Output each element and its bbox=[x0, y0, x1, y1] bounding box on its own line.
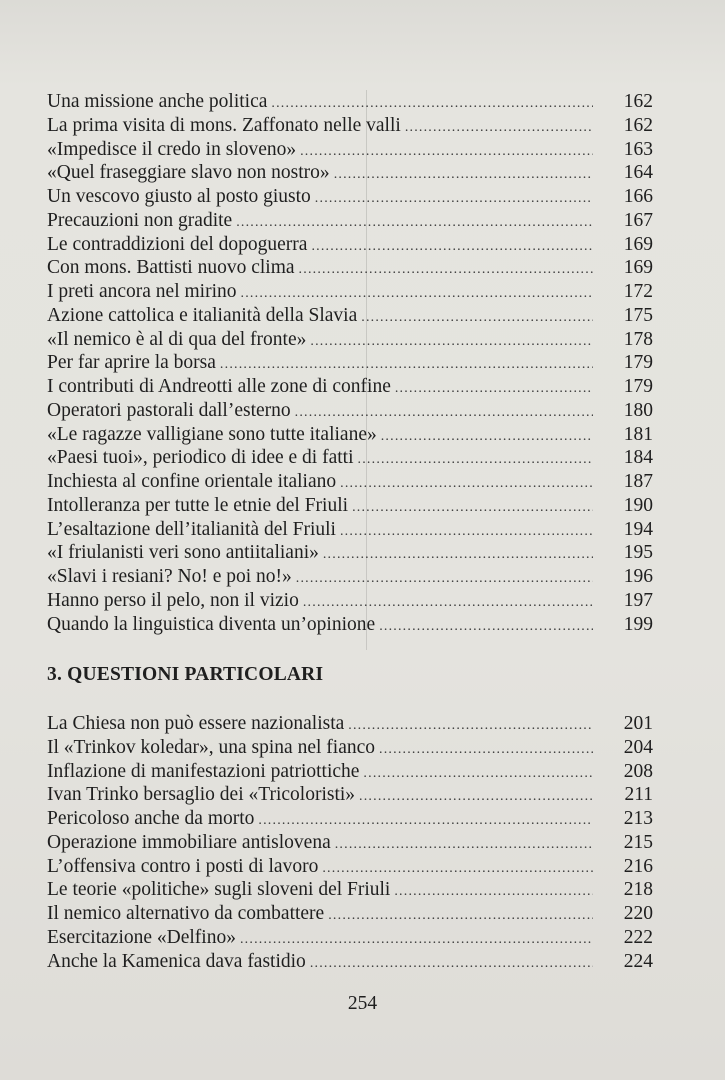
toc-entry bbox=[47, 90, 653, 114]
toc-entry bbox=[47, 807, 653, 831]
toc-entry-page: 195 bbox=[623, 542, 653, 564]
toc-entry-title: Operatori pastorali dall’esterno bbox=[47, 399, 291, 421]
dot-leader bbox=[358, 448, 593, 472]
toc-entry bbox=[47, 855, 653, 879]
toc-entry-title: Inflazione di manifestazioni patriottiche bbox=[47, 760, 360, 782]
dot-leader bbox=[220, 353, 593, 377]
toc-entry-title: Operazione immobiliare antislovena bbox=[47, 831, 331, 853]
toc-entry bbox=[47, 351, 653, 375]
toc-entry bbox=[47, 375, 653, 399]
toc-entry-page: 179 bbox=[623, 352, 653, 374]
page-number: 254 bbox=[347, 993, 378, 1014]
dot-leader bbox=[310, 330, 593, 354]
toc-entry-title: L’offensiva contro i posti di lavoro bbox=[47, 855, 319, 877]
toc-entry-page: 194 bbox=[623, 518, 653, 540]
dot-leader bbox=[241, 282, 593, 306]
dot-leader bbox=[271, 92, 593, 116]
dot-leader bbox=[328, 904, 593, 928]
toc-entry bbox=[47, 878, 653, 902]
dot-leader bbox=[323, 543, 593, 567]
toc-entry bbox=[47, 589, 653, 613]
dot-leader bbox=[296, 567, 593, 591]
toc-entry-page: 201 bbox=[623, 713, 653, 734]
toc-entry-title: Azione cattolica e italianità della Slavia bbox=[47, 304, 358, 326]
toc-entry bbox=[47, 565, 653, 589]
toc-entry-page: 208 bbox=[623, 760, 653, 782]
toc-entry-page: 180 bbox=[623, 399, 653, 421]
toc-entry-title: «Il nemico è al di qua del fronte» bbox=[47, 328, 307, 350]
dot-leader bbox=[335, 833, 593, 857]
toc-entry-title: Una missione anche politica bbox=[47, 91, 268, 112]
toc-entry-title: «Paesi tuoi», periodico di idee e di fatti bbox=[47, 447, 354, 469]
toc-entry-title: «Quel fraseggiare slavo non nostro» bbox=[47, 162, 330, 184]
toc-entry-page: 213 bbox=[623, 808, 653, 829]
toc-entry-title: Ivan Trinko bersaglio dei «Tricoloristi» bbox=[47, 784, 356, 806]
toc-entry-page: 162 bbox=[623, 91, 653, 112]
toc-entry-page: 184 bbox=[623, 447, 653, 469]
dot-leader bbox=[300, 140, 593, 164]
toc-entry-title: «Slavi i resiani? No! e poi no!» bbox=[47, 566, 292, 587]
toc-entry bbox=[47, 760, 653, 784]
toc-entry-title: Le teorie «politiche» sugli sloveni del Friuli bbox=[47, 879, 391, 901]
toc-entry bbox=[47, 541, 653, 565]
toc-entry-page: 175 bbox=[623, 304, 653, 326]
toc-entry bbox=[47, 280, 653, 304]
toc-entry-title: La prima visita di mons. Zaffonato nelle valli bbox=[47, 114, 401, 136]
toc-entry-title: I preti ancora nel mirino bbox=[47, 281, 237, 302]
dot-leader bbox=[303, 591, 593, 615]
toc-entry bbox=[47, 736, 653, 760]
toc-entry-title: «I friulanisti veri sono antiitaliani» bbox=[47, 542, 319, 564]
toc-entry bbox=[47, 233, 653, 257]
toc-entry-page: 166 bbox=[623, 186, 653, 207]
dot-leader bbox=[381, 425, 593, 449]
dot-leader bbox=[363, 762, 593, 786]
toc-entry bbox=[47, 114, 653, 138]
toc-entry-title: Per far aprire la borsa bbox=[47, 352, 216, 374]
toc-entry-page: 167 bbox=[623, 209, 653, 231]
dot-leader bbox=[340, 472, 593, 496]
dot-leader bbox=[359, 785, 593, 809]
toc-entry bbox=[47, 328, 653, 352]
toc-entry-page: 211 bbox=[624, 784, 653, 806]
toc-entry bbox=[47, 950, 653, 974]
toc-entry-title: Il nemico alternativo da combattere bbox=[47, 903, 325, 924]
toc-entry bbox=[47, 138, 653, 162]
toc-entry bbox=[47, 518, 653, 542]
dot-leader bbox=[258, 809, 593, 833]
dot-leader bbox=[340, 520, 593, 544]
toc-entry bbox=[47, 783, 653, 807]
toc-entry-page: 179 bbox=[623, 376, 653, 397]
toc-entry-title: Esercitazione «Delfino» bbox=[47, 926, 236, 948]
toc-entry-page: 169 bbox=[623, 257, 653, 279]
toc-entry-page: 199 bbox=[623, 613, 653, 635]
toc-entry-page: 164 bbox=[623, 162, 653, 184]
toc-list-part-2 bbox=[47, 712, 653, 973]
toc-entry-title: Il «Trinkov koledar», una spina nel fianco bbox=[47, 736, 376, 758]
dot-leader bbox=[236, 211, 593, 235]
dot-leader bbox=[361, 306, 593, 330]
toc-entry bbox=[47, 446, 653, 470]
toc-entry-title: Intolleranza per tutte le etnie del Friuli bbox=[47, 494, 349, 516]
toc-entry bbox=[47, 161, 653, 185]
toc-entry-title: Le contraddizioni del dopoguerra bbox=[47, 233, 308, 255]
toc-entry-page: 190 bbox=[623, 494, 653, 516]
dot-leader bbox=[311, 235, 593, 259]
dot-leader bbox=[348, 714, 593, 738]
toc-entry bbox=[47, 926, 653, 950]
dot-leader bbox=[310, 952, 593, 976]
toc-entry-title: Con mons. Battisti nuovo clima bbox=[47, 257, 295, 279]
toc-entry-page: 222 bbox=[623, 926, 653, 948]
toc-entry bbox=[47, 209, 653, 233]
dot-leader bbox=[322, 857, 593, 881]
toc-entry-page: 224 bbox=[623, 950, 653, 972]
dot-leader bbox=[394, 880, 593, 904]
toc-entry bbox=[47, 304, 653, 328]
toc-entry-title: Inchiesta al confine orientale italiano bbox=[47, 471, 337, 492]
toc-entry-page: 163 bbox=[623, 138, 653, 160]
toc-entry bbox=[47, 613, 653, 637]
dot-leader bbox=[299, 258, 593, 282]
toc-entry-page: 220 bbox=[623, 903, 653, 924]
toc-entry-title: Pericoloso anche da morto bbox=[47, 808, 255, 829]
dot-leader bbox=[334, 163, 593, 187]
toc-entry bbox=[47, 423, 653, 447]
toc-entry-page: 204 bbox=[623, 736, 653, 758]
toc-entry-page: 196 bbox=[623, 566, 653, 587]
toc-entry-page: 162 bbox=[623, 114, 653, 136]
toc-entry-page: 216 bbox=[623, 855, 653, 877]
toc-entry-title: Hanno perso il pelo, non il vizio bbox=[47, 589, 299, 611]
toc-entry bbox=[47, 831, 653, 855]
toc-entry-title: L’esaltazione dell’italianità del Friuli bbox=[47, 518, 336, 540]
toc-entry bbox=[47, 712, 653, 736]
toc-entry bbox=[47, 494, 653, 518]
toc-entry-page: 169 bbox=[623, 233, 653, 255]
toc-entry bbox=[47, 902, 653, 926]
toc-entry-title: Quando la linguistica diventa un’opinione bbox=[47, 613, 376, 635]
toc-entry-page: 178 bbox=[623, 328, 653, 350]
dot-leader bbox=[379, 615, 593, 639]
toc-entry-page: 215 bbox=[623, 831, 653, 853]
toc-entry-page: 172 bbox=[623, 281, 653, 302]
toc-entry bbox=[47, 185, 653, 209]
toc-list-part-1 bbox=[47, 90, 653, 636]
dot-leader bbox=[240, 928, 593, 952]
dot-leader bbox=[352, 496, 593, 520]
dot-leader bbox=[405, 116, 593, 140]
toc-entry-title: Precauzioni non gradite bbox=[47, 209, 233, 231]
toc-entry-page: 218 bbox=[623, 879, 653, 901]
toc-entry-title: «Impedisce il credo in sloveno» bbox=[47, 138, 297, 160]
toc-entry-page: 197 bbox=[623, 589, 653, 611]
dot-leader bbox=[379, 738, 593, 762]
toc-entry bbox=[47, 470, 653, 494]
toc-entry bbox=[47, 256, 653, 280]
toc-entry-page: 187 bbox=[623, 471, 653, 492]
dot-leader bbox=[315, 187, 593, 211]
dot-leader bbox=[295, 401, 593, 425]
dot-leader bbox=[395, 377, 593, 401]
toc-entry-title: «Le ragazze valligiane sono tutte italiane» bbox=[47, 423, 377, 445]
section-heading: 3. QUESTIONI PARTICOLARI bbox=[47, 664, 324, 685]
toc-entry-title: I contributi di Andreotti alle zone di confine bbox=[47, 376, 391, 397]
toc-entry-page: 181 bbox=[623, 423, 653, 445]
toc-entry-title: Anche la Kamenica dava fastidio bbox=[47, 950, 306, 972]
toc-entry-title: La Chiesa non può essere nazionalista bbox=[47, 713, 345, 734]
toc-entry-title: Un vescovo giusto al posto giusto bbox=[47, 186, 311, 207]
toc-entry bbox=[47, 399, 653, 423]
